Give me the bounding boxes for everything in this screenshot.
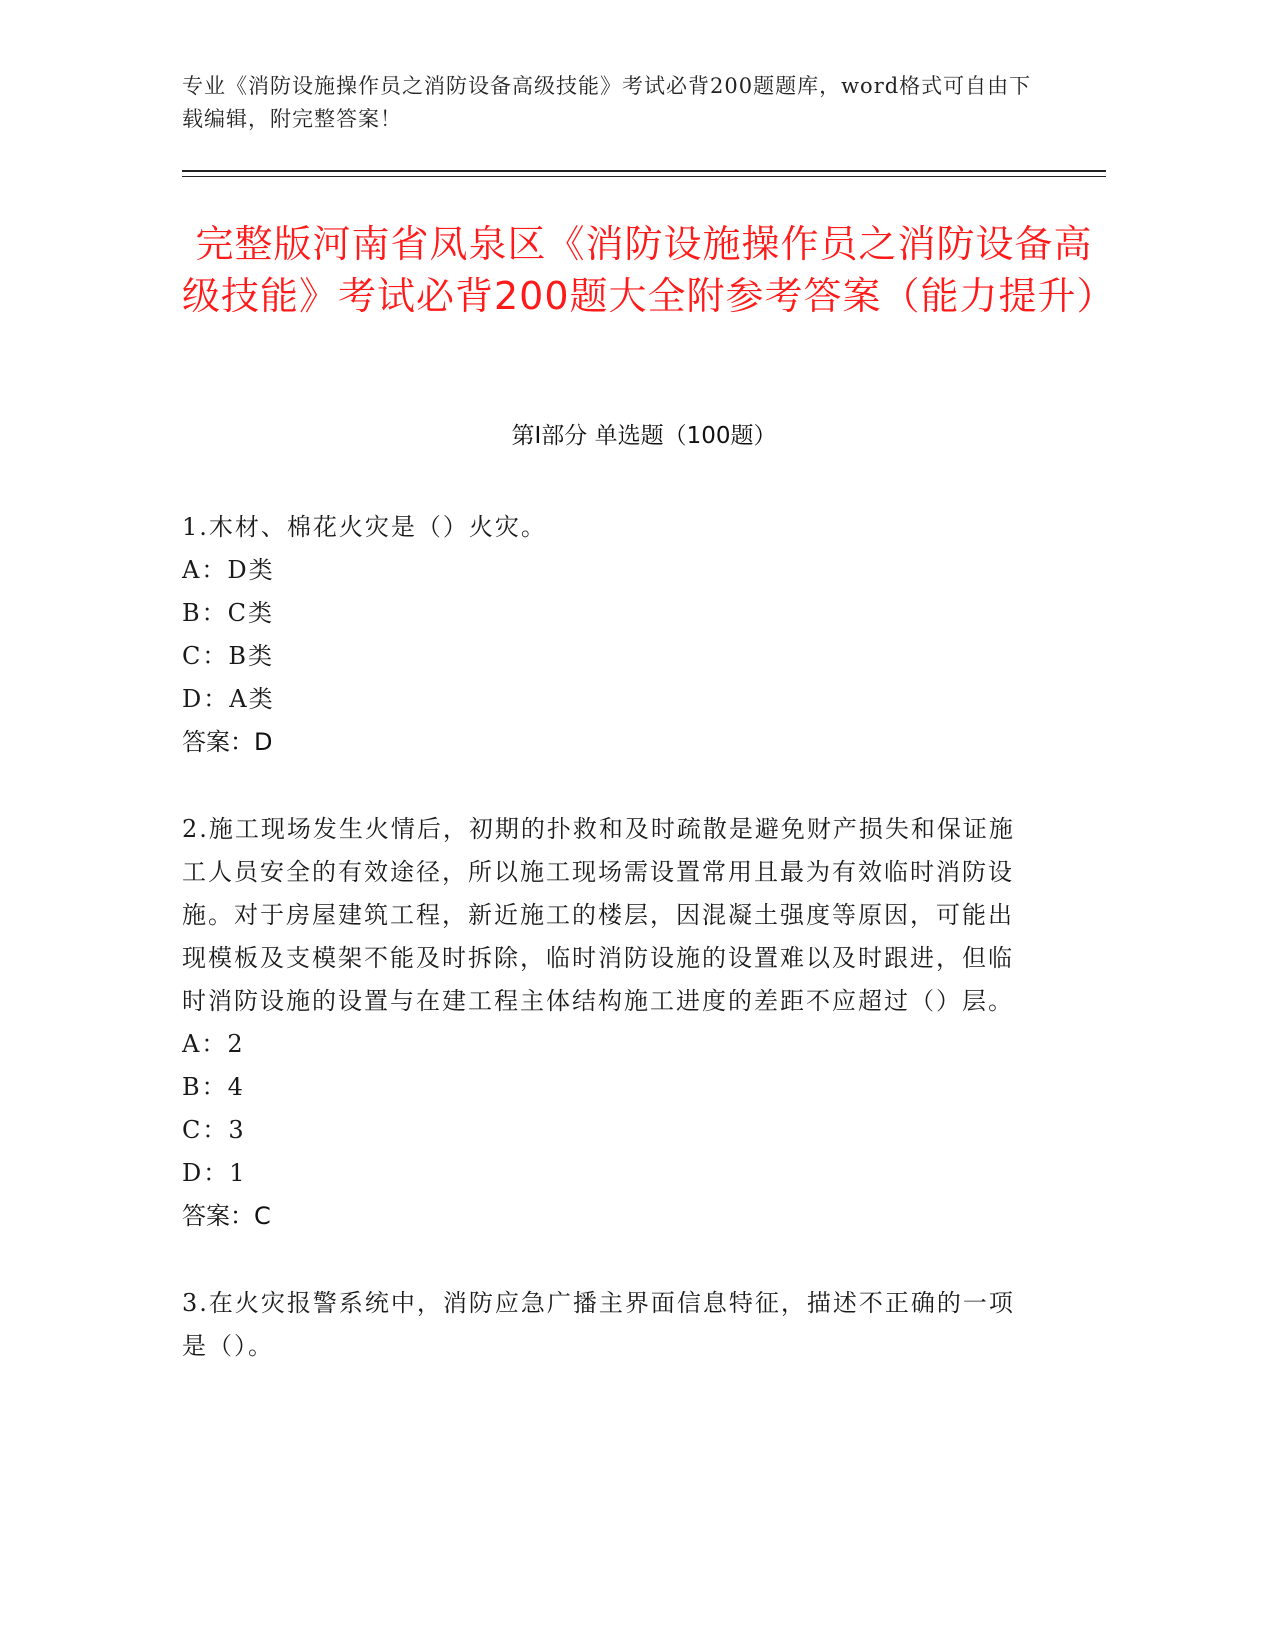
- question-2: [182, 808, 1022, 1238]
- answer-label: 答案：D: [182, 728, 273, 756]
- option-a: A：2: [182, 1030, 245, 1058]
- option-d: D：A类: [182, 685, 275, 713]
- question-1: [182, 506, 1022, 764]
- option-b: B：C类: [182, 599, 274, 627]
- question-stem: 3.在火灾报警系统中，消防应急广播主界面信息特征，描述不正确的一项是（）。: [182, 1289, 1015, 1360]
- option-a: A：D类: [182, 556, 275, 584]
- option-b: B：4: [182, 1073, 245, 1101]
- header-note: 专业《消防设施操作员之消防设备高级技能》考试必背200题题库，word格式可自由下载编辑，附完整答案！: [182, 74, 1032, 131]
- document-title: 完整版河南省凤泉区《消防设施操作员之消防设备高级技能》考试必背200题大全附参考答案（能力提升）: [182, 222, 1116, 318]
- question-3: [182, 1282, 1022, 1368]
- question-stem: 2.施工现场发生火情后，初期的扑救和及时疏散是避免财产损失和保证施工人员安全的有效途径，所以施工现场需设置常用且最为有效临时消防设施。对于房屋建筑工程，新近施工的楼层，因混凝土强度等原因，可能出现模板及支模架不能及时拆除，临时消防设施的设置难以及时跟进，但临时消防设施的设置与在建工程主体结构施工进度的差距不应超过（）层。: [182, 815, 1015, 1015]
- answer-label: 答案：C: [182, 1202, 271, 1230]
- question-stem: 1.木材、棉花火灾是（）火灾。: [182, 513, 547, 541]
- header-rule-thick: [182, 170, 1106, 172]
- option-c: C：B类: [182, 642, 274, 670]
- question-list: [182, 506, 1022, 1412]
- header-rule-thin: [182, 176, 1106, 177]
- option-c: C：3: [182, 1116, 246, 1144]
- option-d: D：1: [182, 1159, 247, 1187]
- section-title: 第I部分 单选题（100题）: [511, 423, 777, 449]
